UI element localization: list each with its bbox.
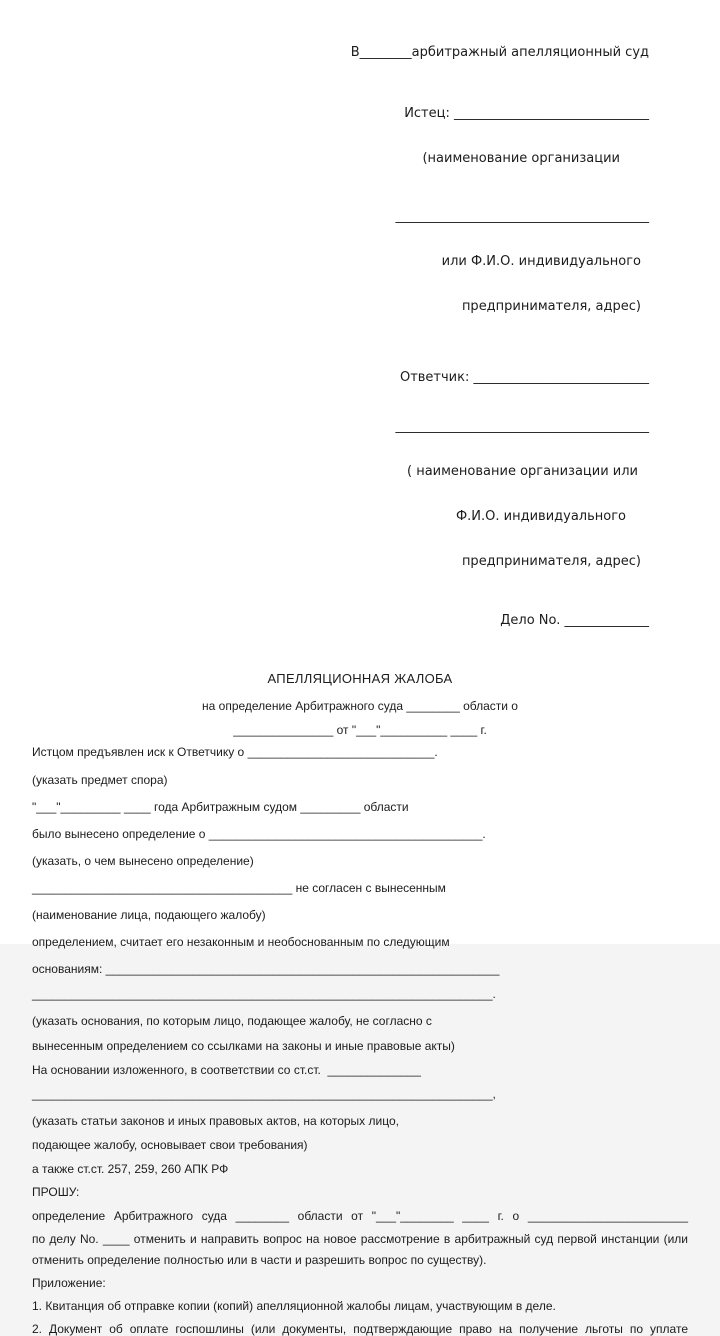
defendant-caption: ( наименование организации или [407, 464, 638, 479]
body-line: основаниям: ___________________________________________________________ [32, 962, 500, 976]
body-line: Истцом предъявлен иск к Ответчику о ____________________________. [32, 745, 438, 759]
body-line: (указать, о чем вынесено определение) [32, 854, 254, 868]
body-line: (указать основания, по которым лицо, подающее жалобу, не согласно с [32, 1014, 432, 1028]
plaintiff-caption: (наименование организации [422, 151, 620, 166]
defendant-caption: предпринимателя, адрес) [461, 554, 641, 569]
body-line: а также ст.ст. 257, 259, 260 АПК РФ [32, 1162, 229, 1176]
case-number-line: Дело No. _____________ [500, 613, 649, 628]
body-line: _____________________________________________________________________. [32, 987, 496, 1001]
body-line: определение Арбитражного суда ________ области от "___"________ ____ г. о ________________________ [32, 1209, 688, 1223]
defendant-blank-line: _______________________________________ [395, 419, 649, 434]
plaintiff-line: Истец: ______________________________ [404, 106, 649, 121]
body-line: "___"_________ ____ года Арбитражным судом _________ области [32, 800, 409, 814]
plaintiff-caption: или Ф.И.О. индивидуального [441, 254, 641, 269]
body-line: определением, считает его незаконным и необоснованным по следующим [32, 935, 450, 949]
header-block [329, 0, 649, 658]
body-line: по делу No. ____ отменить и направить вопрос на новое рассмотрение в арбитражный суд первой инстанции (или [32, 1232, 688, 1246]
document-title: АПЕЛЛЯЦИОННАЯ ЖАЛОБА [267, 671, 453, 686]
defendant-caption: Ф.И.О. индивидуального [455, 509, 626, 524]
subtitle-line: _______________ от "___"__________ ____ г. [233, 723, 487, 737]
subtitle-line: на определение Арбитражного суда ________ области о [202, 699, 518, 713]
plaintiff-caption: предпринимателя, адрес) [461, 299, 641, 314]
court-line: В________арбитражный апелляционный суд [350, 45, 649, 60]
body-line: 1. Квитанция об отправке копии (копий) апелляционной жалобы лицам, участвующим в деле. [32, 1299, 556, 1313]
body-line: 2. Документ об оплате госпошлины (или документы, подтверждающие право на получение льготы по уплате [32, 1322, 688, 1336]
body-line: (указать предмет спора) [32, 773, 168, 787]
body-line: вынесенным определением со ссылками на законы и иные правовые акты) [32, 1039, 455, 1053]
body-line: (указать статьи законов и иных правовых актов, на которых лицо, [32, 1114, 399, 1128]
body-line: отменить определение полностью или в части и разрешить вопрос по существу). [32, 1253, 487, 1267]
body-line: _______________________________________ не согласен с вынесенным [32, 881, 446, 895]
body-line: ПРОШУ: [32, 1185, 80, 1199]
defendant-line: Ответчик: ___________________________ [399, 370, 649, 385]
body-line: На основании изложенного, в соответствии со ст.ст. ______________ [32, 1063, 421, 1077]
body-line: было вынесено определение о _________________________________________. [32, 827, 486, 841]
body-line: подающее жалобу, основывает свои требования) [32, 1138, 308, 1152]
plaintiff-blank-line: _______________________________________ [395, 209, 649, 224]
document-body [32, 745, 688, 1336]
body-line: _____________________________________________________________________, [32, 1087, 496, 1101]
body-line: Приложение: [32, 1276, 106, 1290]
body-line: (наименование лица, подающего жалобу) [32, 908, 266, 922]
